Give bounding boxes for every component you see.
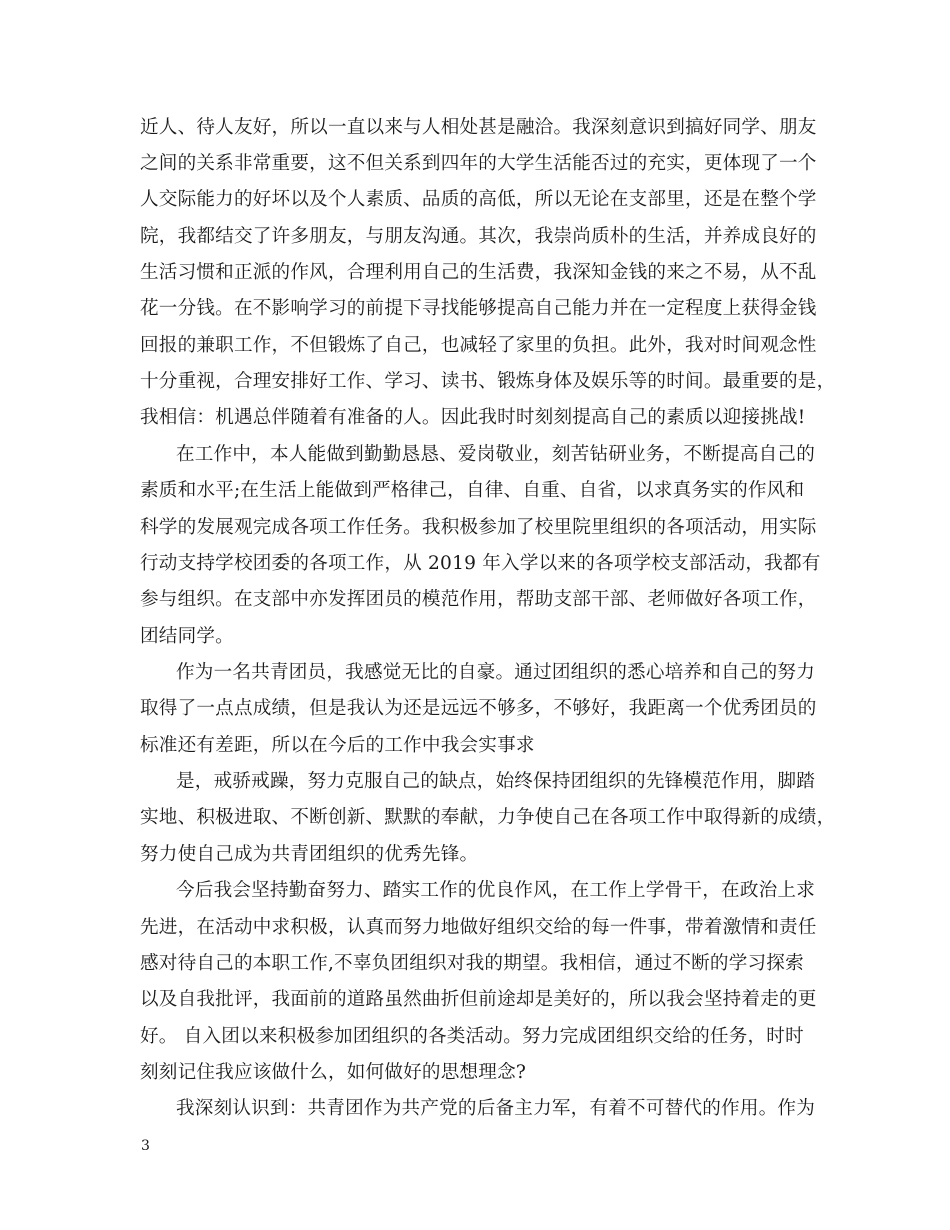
text-line: 标准还有差距，所以在今后的工作中我会实事求 <box>140 735 535 756</box>
text-line: 生活习惯和正派的作风，合理利用自己的生活费，我深知金钱的来之不易，从不乱 <box>140 262 817 283</box>
text-line: 近人、待人友好，所以一直以来与人相处甚是融洽。我深刻意识到搞好同学、朋友 <box>140 117 817 138</box>
text-line: 刻刻记住我应该做什么，如何做好的思想理念? <box>140 1062 527 1083</box>
paragraph-first-line: 在工作中，本人能做到勤勤恳恳、爱岗敬业，刻苦钻研业务，不断提高自己的 <box>176 444 815 465</box>
text-line: 素质和水平;在生活上能做到严格律己，自律、自重、自省，以求真务实的作风和 <box>140 480 805 501</box>
text-line: 院，我都结交了许多朋友，与朋友沟通。其次，我崇尚质朴的生活，并养成良好的 <box>140 226 817 247</box>
text-line: 之间的关系非常重要，这不但关系到四年的大学生活能否过的充实，更体现了一个 <box>140 153 817 174</box>
paragraph-first-line: 作为一名共青团员，我感觉无比的自豪。通过团组织的悉心培养和自己的努力 <box>176 662 815 683</box>
text-line: 好。 自入团以来积极参加团组织的各类活动。努力完成团组织交给的任务，时时 <box>140 1026 804 1047</box>
text-line: 努力使自己成为共青团组织的优秀先锋。 <box>140 844 479 865</box>
text-line: 十分重视，合理安排好工作、学习、读书、锻炼身体及娱乐等的时间。最重要的是， <box>140 371 836 392</box>
text-line: 感对待自己的本职工作,不辜负团组织对我的期望。我相信，通过不断的学习探索 <box>140 953 804 974</box>
text-line: 花一分钱。在不影响学习的前提下寻找能够提高自己能力并在一定程度上获得金钱 <box>140 298 817 319</box>
text-line: 人交际能力的好坏以及个人素质、品质的高低，所以无论在支部里，还是在整个学 <box>140 189 817 210</box>
text-line: 实地、积极进取、不断创新、默默的奉献，力争使自己在各项工作中取得新的成绩， <box>140 807 836 828</box>
paragraph-first-line: 我深刻认识到：共青团作为共产党的后备主力军，有着不可替代的作用。作为 <box>176 1098 815 1119</box>
text-line: 我相信：机遇总伴随着有准备的人。因此我时时刻刻提高自己的素质以迎接挑战! <box>140 407 806 428</box>
text-line: 科学的发展观完成各项工作任务。我积极参加了校里院里组织的各项活动，用实际 <box>140 517 817 538</box>
text-line: 参与组织。在支部中亦发挥团员的模范作用，帮助支部干部、老师做好各项工作， <box>140 589 817 610</box>
text-line: 以及自我批评，我面前的道路虽然曲折但前途却是美好的，所以我会坚持着走的更 <box>140 989 817 1010</box>
paragraph-first-line: 今后我会坚持勤奋努力、踏实工作的优良作风，在工作上学骨干，在政治上求 <box>176 880 815 901</box>
text-line: 先进，在活动中求积极，认真而努力地做好组织交给的每一件事，带着激情和责任 <box>140 917 817 938</box>
text-line: 行动支持学校团委的各项工作，从 2019 年入学以来的各项学校支部活动，我都有 <box>140 553 821 574</box>
page-number: 3 <box>141 1138 150 1154</box>
text-line: 回报的兼职工作，不但锻炼了自己，也减轻了家里的负担。此外，我对时间观念性 <box>140 335 817 356</box>
text-line: 取得了一点点成绩，但是我认为还是远远不够多，不够好，我距离一个优秀团员的 <box>140 698 817 719</box>
text-line: 团结同学。 <box>140 626 234 647</box>
paragraph-first-line: 是，戒骄戒躁，努力克服自己的缺点，始终保持团组织的先锋模范作用，脚踏 <box>176 771 815 792</box>
